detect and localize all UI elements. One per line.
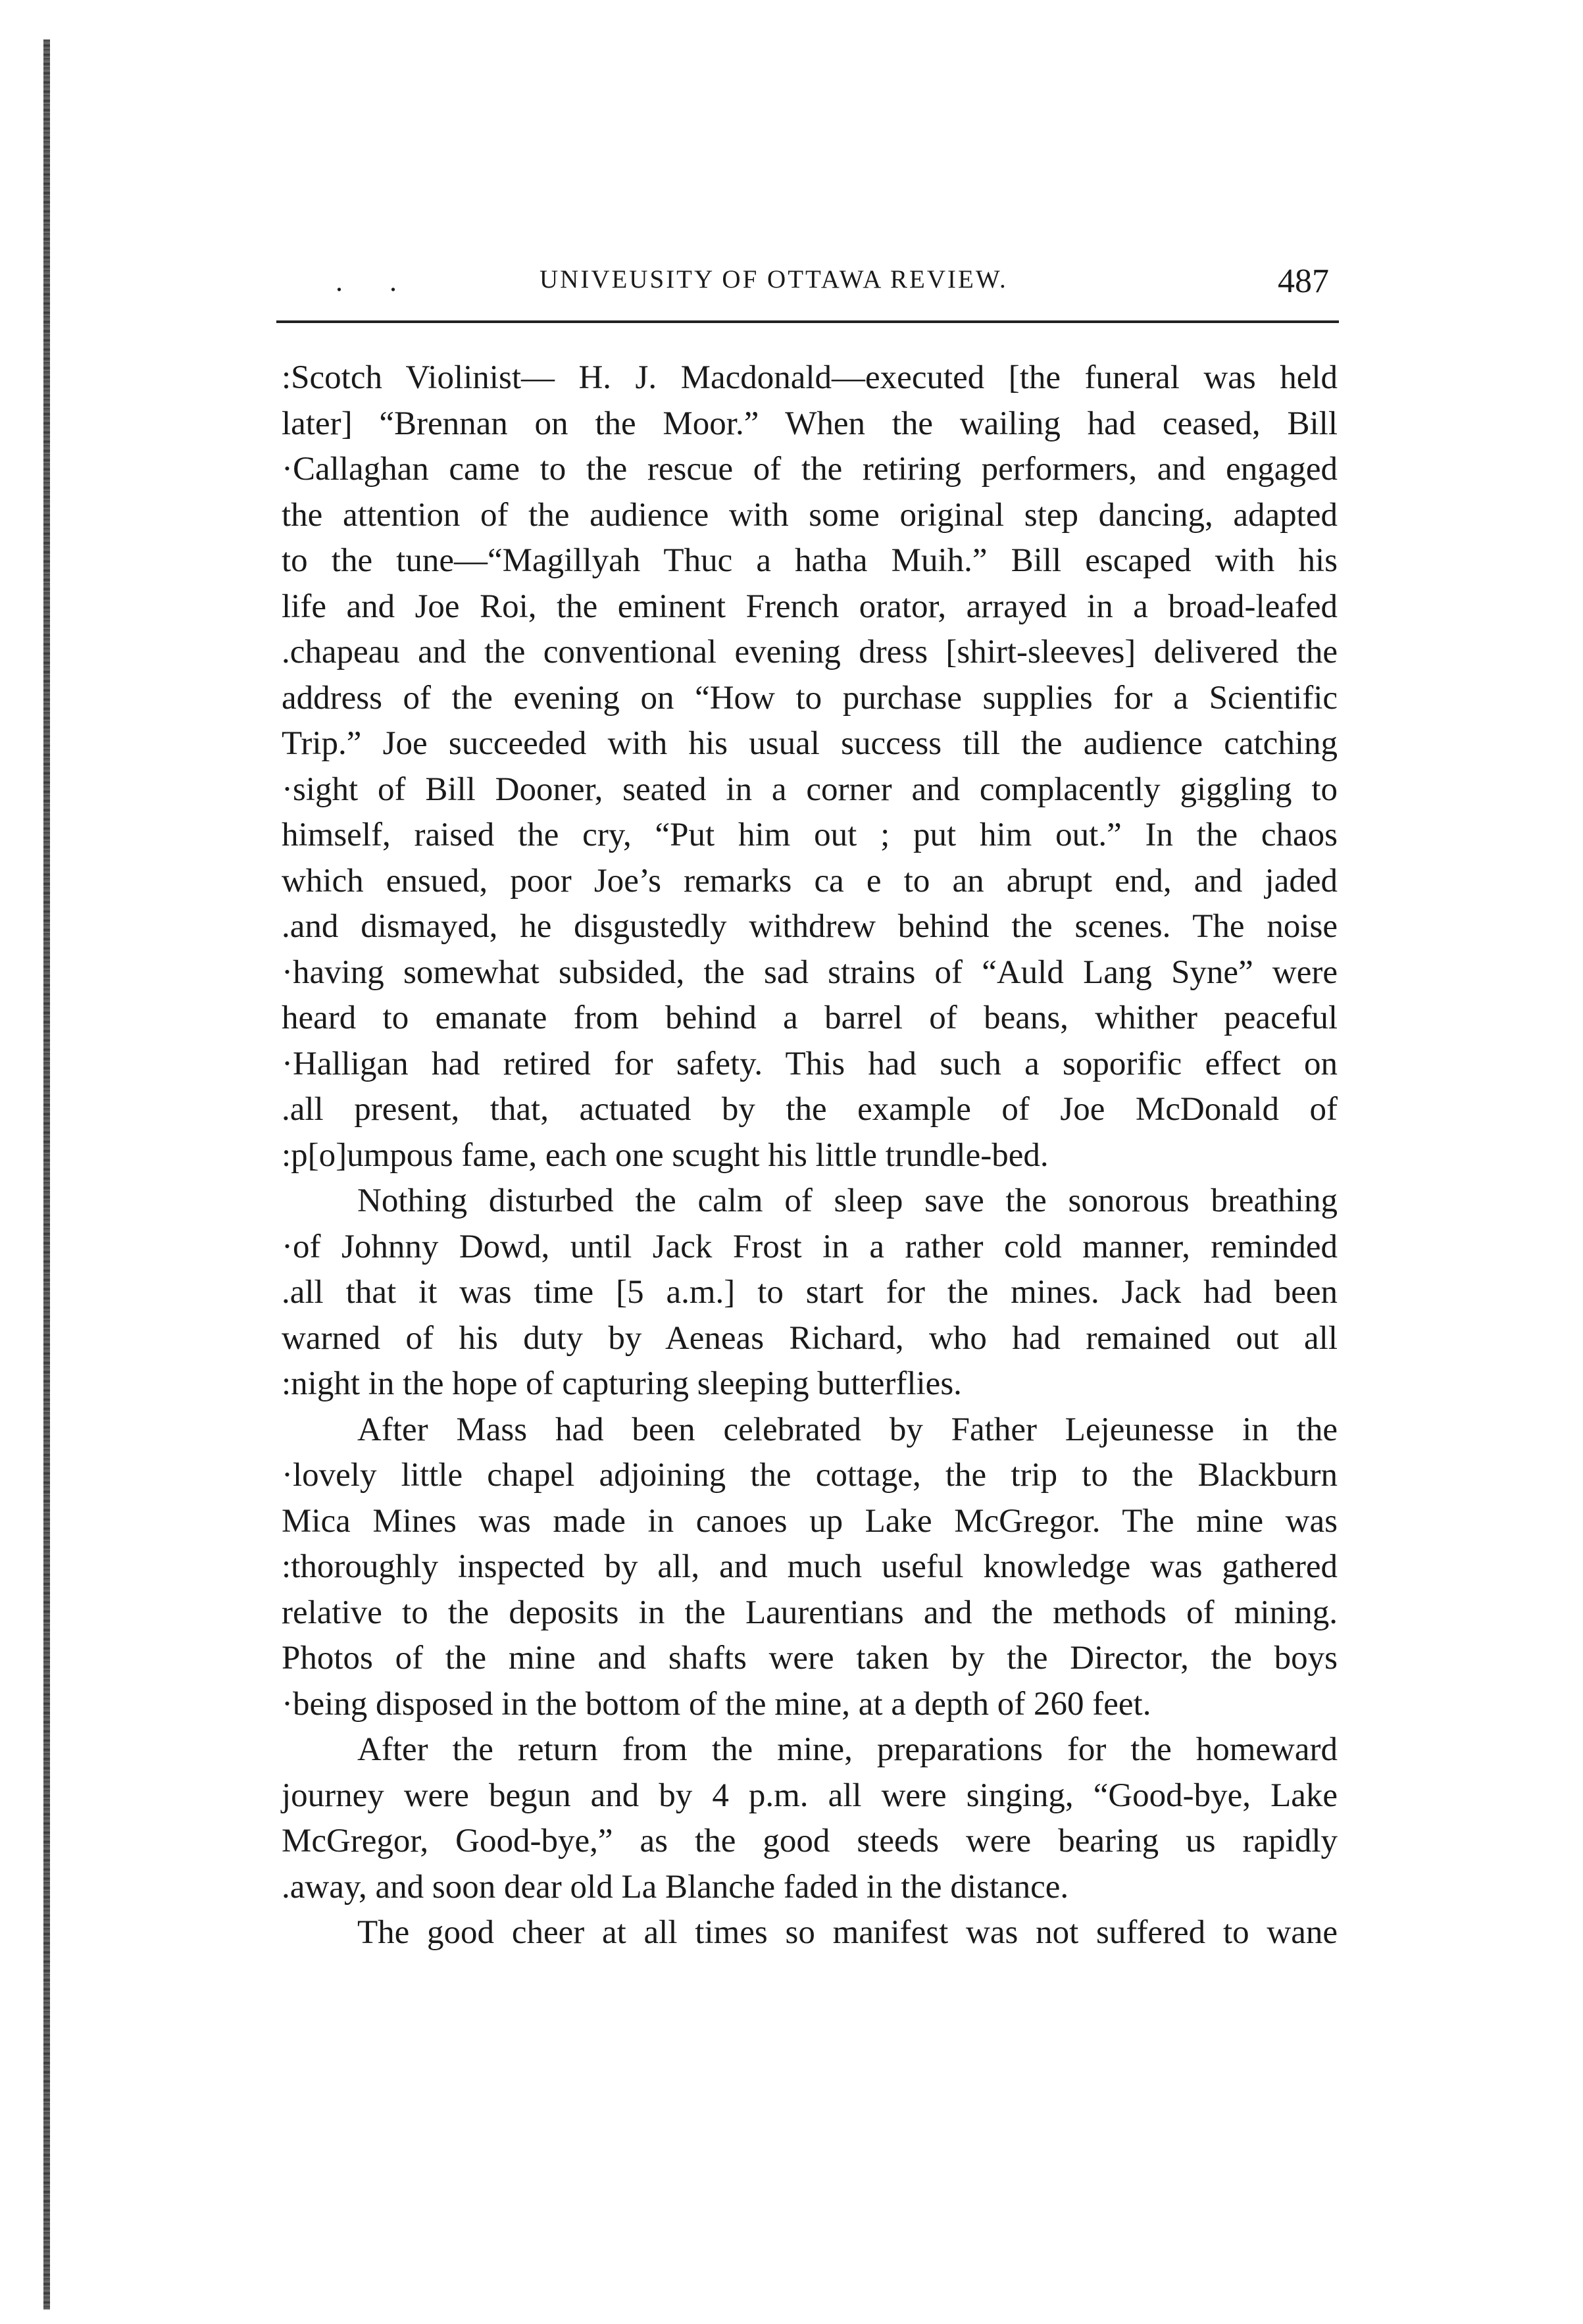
text-line: .all present, that, actuated by the example of Joe McDonald of: [282, 1091, 1338, 1128]
text-line: .and dismayed, he disgustedly withdrew behind the scenes. The noise: [282, 908, 1338, 945]
article-body: [282, 355, 1338, 1956]
text-line: heard to emanate from behind a barrel of beans, whither peaceful: [282, 999, 1338, 1036]
paragraph-start-line: After Mass had been celebrated by Father Lejeunesse in the: [357, 1411, 1338, 1448]
text-line: :Scotch Violinist— H. J. Macdonald—executed [the funeral was held: [282, 359, 1338, 396]
text-line: ·lovely little chapel adjoining the cottage, the trip to the Blackburn: [282, 1457, 1338, 1494]
text-line: the attention of the audience with some original step dancing, adapted: [282, 496, 1338, 534]
paragraph-start-line: The good cheer at all times so manifest was not suffered to wane: [357, 1914, 1338, 1951]
text-line: ·sight of Bill Dooner, seated in a corner and complacently giggling to: [282, 770, 1338, 808]
text-line: McGregor, Good-bye,” as the good steeds were bearing us rapidly: [282, 1823, 1338, 1859]
text-line: ·Callaghan came to the rescue of the retiring performers, and engaged: [282, 451, 1338, 488]
text-line: Trip.” Joe succeeded with his usual success till the audience catching: [282, 725, 1338, 762]
text-line: to the tune—“Magillyah Thuc a hatha Muih.” Bill escaped with his: [282, 542, 1338, 579]
page-header: [276, 262, 1329, 315]
text-line: ·having somewhat subsided, the sad strains of “Auld Lang Syne” were: [282, 953, 1338, 991]
text-line: :thoroughly inspected by all, and much useful knowledge was gathered: [282, 1548, 1338, 1585]
text-line: later] “Brennan on the Moor.” When the wailing had ceased, Bill: [282, 405, 1338, 442]
text-line: Photos of the mine and shafts were taken by the Director, the boys: [282, 1640, 1338, 1677]
text-line: address of the evening on “How to purchase supplies for a Scientific: [282, 679, 1338, 717]
scan-binding-edge: [43, 39, 50, 2310]
text-line: warned of his duty by Aeneas Richard, who had remained out all: [282, 1319, 1338, 1357]
paragraph-start-line: Nothing disturbed the calm of sleep save the sonorous breathing: [357, 1182, 1338, 1219]
page-number: 487: [1278, 263, 1329, 300]
paragraph-end-line: :night in the hope of capturing sleeping butterflies.: [282, 1365, 962, 1402]
text-line: life and Joe Roi, the eminent French orator, arrayed in a broad-leafed: [282, 588, 1338, 625]
paragraph-start-line: After the return from the mine, preparations for the homeward: [357, 1731, 1338, 1768]
text-line: ·of Johnny Dowd, until Jack Frost in a rather cold manner, reminded: [282, 1228, 1338, 1265]
running-title: UNIVEUSITY OF OTTAWA REVIEW.: [540, 265, 1008, 293]
paragraph-end-line: ·being disposed in the bottom of the mine, at a depth of 260 feet.: [282, 1685, 1151, 1723]
text-line: .chapeau and the conventional evening dress [shirt-sleeves] delivered the: [282, 634, 1338, 670]
header-dots: . .: [336, 265, 416, 297]
paragraph-end-line: :p[o]umpous fame, each one scught his little trundle-bed.: [282, 1136, 1049, 1174]
text-line: Mica Mines was made in canoes up Lake McGregor. The mine was: [282, 1502, 1338, 1540]
text-line: relative to the deposits in the Laurentians and the methods of mining.: [282, 1594, 1338, 1631]
header-rule: [276, 320, 1339, 323]
text-line: himself, raised the cry, “Put him out ; put him out.” In the chaos: [282, 817, 1338, 853]
text-line: .all that it was time [5 a.m.] to start for the mines. Jack had been: [282, 1274, 1338, 1311]
paragraph-end-line: .away, and soon dear old La Blanche faded in the distance.: [282, 1868, 1069, 1906]
text-line: which ensued, poor Joe’s remarks ca e to an abrupt end, and jaded: [282, 862, 1338, 899]
text-line: ·Halligan had retired for safety. This had such a soporific effect on: [282, 1045, 1338, 1082]
text-line: journey were begun and by 4 p.m. all were singing, “Good-bye, Lake: [282, 1777, 1338, 1814]
